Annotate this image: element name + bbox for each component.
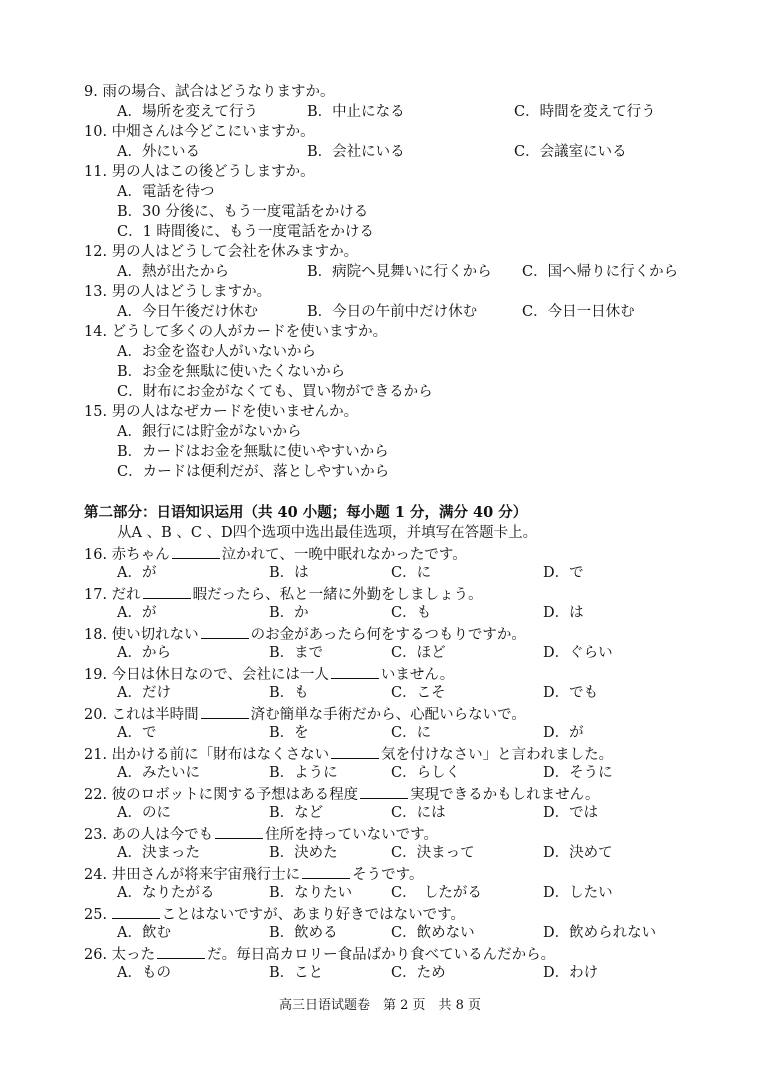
option-a: A．お金を盗む人がいないから	[117, 344, 316, 360]
option-c: C．らしく	[391, 765, 461, 781]
option-d: D．で	[543, 565, 584, 581]
question-stem-pre: 今日は休日なので、会社には一人	[111, 667, 329, 683]
question-stem-post: ことはないですが、あまり好きではないです。	[161, 907, 466, 923]
question-number: 24.	[84, 867, 108, 883]
answer-blank	[143, 583, 191, 599]
option-c: C．飲めない	[391, 925, 475, 941]
option-b: B．など	[269, 805, 324, 821]
option-a: A．決まった	[117, 845, 200, 861]
option-d: D．決めて	[543, 845, 613, 861]
question-stem-post: 気を付けなさい」と言われました。	[381, 747, 614, 763]
option-d: D．わけ	[543, 965, 599, 981]
option-d: D．ぐらい	[543, 645, 613, 661]
option-c: C．カードは便利だが、落としやすいから	[117, 464, 390, 480]
question-number: 23.	[84, 827, 108, 843]
option-c: C．今日一日休む	[522, 304, 635, 320]
answer-blank	[331, 663, 379, 679]
question-number: 10.	[84, 124, 108, 140]
question-13	[84, 282, 271, 302]
option-c: C．会議室にいる	[514, 144, 627, 160]
option-b: B．まで	[269, 645, 324, 661]
question-20	[84, 703, 526, 723]
option-b: B．カードはお金を無駄に使いやすいから	[117, 444, 389, 460]
question-25	[84, 903, 465, 923]
option-d: D．では	[543, 805, 599, 821]
option-c: C．に	[391, 565, 432, 581]
question-text: 男の人はどうして会社を休みますか。	[111, 244, 359, 260]
section-instruction: 从A 、B 、C 、D四个选项中选出最佳选项，并填写在答题卡上。	[117, 525, 538, 541]
option-a: A．もの	[117, 965, 171, 981]
question-stem-pre: あの人は今でも	[111, 827, 214, 843]
question-number: 25.	[84, 907, 108, 923]
option-c: C．ほど	[391, 645, 446, 661]
option-b: B．ように	[269, 765, 338, 781]
question-number: 17.	[84, 587, 108, 603]
option-c: C．も	[391, 605, 432, 621]
option-a: A．のに	[117, 805, 171, 821]
question-number: 21.	[84, 747, 108, 763]
answer-blank	[360, 783, 408, 799]
question-stem-pre: 太った	[111, 947, 156, 963]
option-a: A．飲む	[117, 925, 171, 941]
option-b: B．も	[269, 685, 309, 701]
option-a: A．だけ	[117, 685, 171, 701]
option-a: A．熱が出たから	[117, 264, 229, 280]
question-number: 26.	[84, 947, 108, 963]
option-a: A．みたいに	[117, 765, 200, 781]
option-d: D．飲められない	[543, 925, 657, 941]
question-16	[84, 543, 467, 563]
option-a: A．が	[117, 565, 157, 581]
option-d: D．が	[543, 725, 584, 741]
option-a: A．で	[117, 725, 157, 741]
question-number: 16.	[84, 547, 108, 563]
question-stem-post: 暇だったら、私と一緒に外勤をしましょう。	[192, 587, 483, 603]
question-17	[84, 583, 483, 603]
option-c: C．こそ	[391, 685, 446, 701]
question-22	[84, 783, 600, 803]
option-c: C．に	[391, 725, 432, 741]
question-stem-pre: これは半時間	[111, 707, 199, 723]
option-a: A．銀行には貯金がないから	[117, 424, 302, 440]
option-d: D．そうに	[543, 765, 613, 781]
option-b: B．は	[269, 565, 309, 581]
question-number: 15.	[84, 404, 108, 420]
answer-blank	[112, 903, 160, 919]
answer-blank	[331, 743, 379, 759]
section-heading: 第二部分：日语知识运用（共 40 小题；每小题 1 分，满分 40 分）	[84, 504, 528, 521]
question-24	[84, 863, 424, 883]
question-10	[84, 122, 315, 142]
question-stem-pre: 井田さんが将来宇宙飛行士に	[111, 867, 301, 883]
question-23	[84, 823, 438, 843]
option-b: B．30 分後に、もう一度電話をかける	[117, 204, 369, 220]
option-c: C．決まって	[391, 845, 475, 861]
option-b: B．を	[269, 725, 309, 741]
option-d: D．したい	[543, 885, 613, 901]
option-b: B．こと	[269, 965, 324, 981]
option-b: B．会社にいる	[307, 144, 405, 160]
question-11	[84, 162, 315, 182]
question-stem-post: のお金があったら何をするつもりですか。	[250, 627, 526, 643]
option-a: A．が	[117, 605, 157, 621]
question-stem-pre: 出かける前に「財布はなくさない	[111, 747, 330, 763]
option-b: B．か	[269, 605, 309, 621]
question-15	[84, 402, 358, 422]
question-stem-pre: だれ	[111, 587, 141, 603]
question-stem-post: いません。	[380, 667, 455, 683]
page-footer: 高三日语试题卷 第 2 页 共 8 页	[278, 998, 482, 1013]
question-number: 22.	[84, 787, 108, 803]
question-number: 13.	[84, 284, 108, 300]
answer-blank	[302, 863, 350, 879]
option-c: C．ため	[391, 965, 446, 981]
question-text: 中畑さんは今どこにいますか。	[111, 124, 315, 140]
question-number: 14.	[84, 324, 108, 340]
answer-blank	[157, 943, 205, 959]
option-c: C．には	[391, 805, 446, 821]
question-12	[84, 242, 358, 262]
option-b: B．病院へ見舞いに行くから	[307, 264, 492, 280]
question-number: 18.	[84, 627, 108, 643]
question-stem-post: 実現できるかもしれません。	[410, 787, 600, 803]
question-stem-post: そうです。	[352, 867, 424, 883]
question-text: どうして多くの人がカードを使いますか。	[111, 324, 388, 340]
answer-blank	[172, 543, 220, 559]
question-stem-pre: 赤ちゃん	[111, 547, 170, 563]
question-number: 19.	[84, 667, 108, 683]
question-stem-post: だ。毎日高カロリー食品ばかり食べているんだから。	[207, 947, 556, 963]
option-a: A．電話を待つ	[117, 184, 215, 200]
option-c: C．国へ帰りに行くから	[522, 264, 679, 280]
answer-blank	[201, 623, 249, 639]
option-b: B．決めた	[269, 845, 338, 861]
option-a: A．場所を変えて行う	[117, 104, 258, 120]
option-a: A．なりたがる	[117, 885, 215, 901]
question-14	[84, 322, 387, 342]
option-a: A．今日午後だけ休む	[117, 304, 258, 320]
question-text: 男の人はなぜカードを使いませんか。	[111, 404, 359, 420]
option-d: D．は	[543, 605, 584, 621]
question-stem-pre: 使い切れない	[111, 627, 199, 643]
question-text: 男の人はこの後どうしますか。	[111, 164, 315, 180]
question-26	[84, 943, 555, 963]
question-19	[84, 663, 454, 683]
option-b: B．中止になる	[307, 104, 405, 120]
question-stem-post: 済む簡単な手術だから、心配いらないで。	[250, 707, 526, 723]
option-d: D．でも	[543, 685, 599, 701]
option-c: C．財布にお金がなくても、買い物ができるから	[117, 384, 433, 400]
question-number: 9.	[84, 84, 98, 100]
question-text: 雨の場合、試合はどうなりますか。	[102, 84, 335, 100]
question-number: 11.	[84, 164, 108, 180]
option-b: B．なりたい	[269, 885, 353, 901]
question-stem-pre: 彼のロボットに関する予想はある程度	[111, 787, 359, 803]
question-text: 男の人はどうしますか。	[111, 284, 272, 300]
question-18	[84, 623, 526, 643]
question-21	[84, 743, 613, 763]
option-c: C．1 時間後に、もう一度電話をかける	[117, 224, 374, 240]
option-c: C． したがる	[391, 885, 482, 901]
option-c: C．時間を変えて行う	[514, 104, 656, 120]
option-b: B．飲める	[269, 925, 338, 941]
option-a: A．外にいる	[117, 144, 200, 160]
question-stem-post: 泣かれて、一晩中眠れなかったです。	[221, 547, 467, 563]
question-stem-post: 住所を持っていないです。	[265, 827, 439, 843]
question-number: 20.	[84, 707, 108, 723]
question-number: 12.	[84, 244, 108, 260]
question-9	[84, 82, 334, 102]
option-a: A．から	[117, 645, 171, 661]
option-b: B．お金を無駄に使いたくないから	[117, 364, 346, 380]
answer-blank	[201, 703, 249, 719]
answer-blank	[215, 823, 263, 839]
option-b: B．今日の午前中だけ休む	[307, 304, 478, 320]
